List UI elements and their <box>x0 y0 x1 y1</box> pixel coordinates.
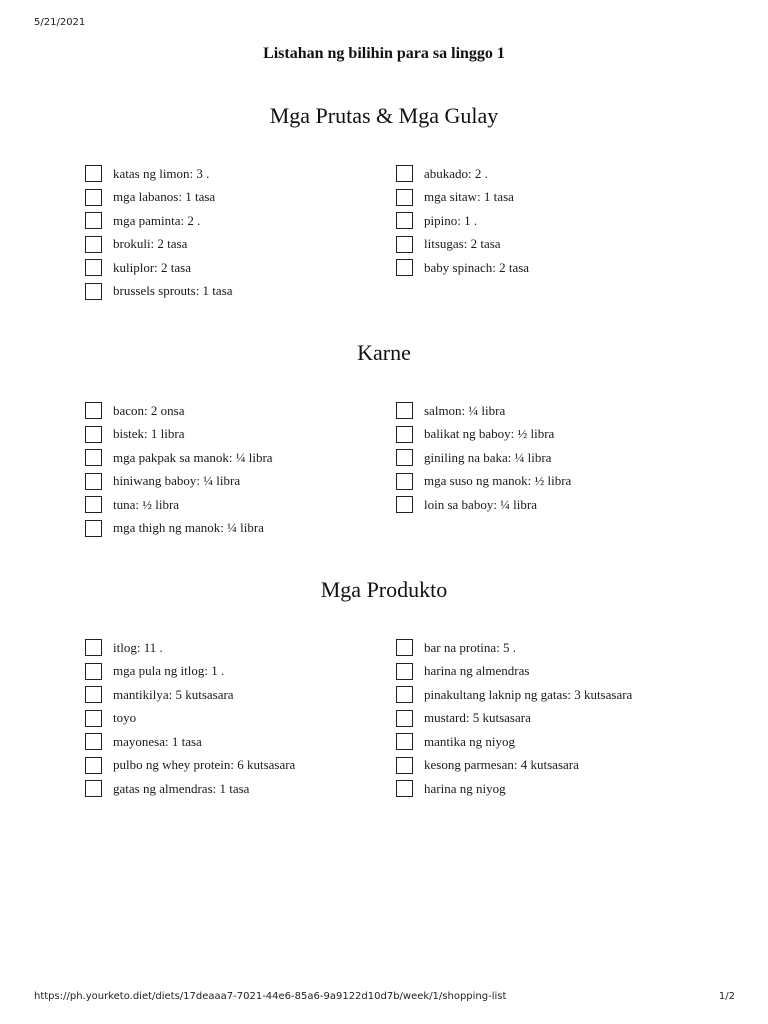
item-checkbox[interactable] <box>396 686 413 703</box>
left-column <box>85 636 295 801</box>
item-checkbox[interactable] <box>396 236 413 253</box>
item-checkbox[interactable] <box>396 259 413 276</box>
list-item <box>396 162 529 186</box>
section-products <box>0 576 768 796</box>
list-item <box>396 730 632 754</box>
list-item <box>396 754 632 778</box>
item-label: mga pula ng itlog: 1 . <box>113 663 225 679</box>
item-checkbox[interactable] <box>85 283 102 300</box>
item-checkbox[interactable] <box>85 165 102 182</box>
item-checkbox[interactable] <box>85 639 102 656</box>
item-label: pinakultang laknip ng gatas: 3 kutsasara <box>424 686 633 702</box>
item-label: gatas ng almendras: 1 tasa <box>113 780 250 796</box>
item-checkbox[interactable] <box>396 449 413 466</box>
item-checkbox[interactable] <box>396 473 413 490</box>
item-label: harina ng almendras <box>424 663 530 679</box>
right-column <box>396 162 529 280</box>
list-item <box>85 636 295 660</box>
item-label: balikat ng baboy: ½ libra <box>424 426 555 442</box>
item-checkbox[interactable] <box>85 520 102 537</box>
item-label: mantikilya: 5 kutsasara <box>113 686 234 702</box>
list-item <box>396 683 632 707</box>
list-item <box>85 493 273 517</box>
list-item <box>396 470 571 494</box>
item-label: hiniwang baboy: ¼ libra <box>113 473 241 489</box>
item-checkbox[interactable] <box>85 780 102 797</box>
list-item <box>396 186 529 210</box>
section-heading: Karne <box>357 340 411 365</box>
item-checkbox[interactable] <box>396 663 413 680</box>
item-label: mga sitaw: 1 tasa <box>424 189 514 205</box>
list-item <box>396 777 632 801</box>
section-heading: Mga Prutas & Mga Gulay <box>269 103 499 128</box>
page-title: Listahan ng bilihin para sa linggo 1 <box>263 45 505 62</box>
item-label: mga labanos: 1 tasa <box>113 189 216 205</box>
item-checkbox[interactable] <box>396 189 413 206</box>
item-columns <box>0 636 768 796</box>
list-item <box>85 233 233 257</box>
list-item <box>85 256 233 280</box>
item-label: mga paminta: 2 . <box>113 212 201 228</box>
item-checkbox[interactable] <box>396 165 413 182</box>
item-columns <box>0 399 768 549</box>
item-checkbox[interactable] <box>85 496 102 513</box>
item-label: salmon: ¼ libra <box>424 402 506 418</box>
list-item <box>85 517 273 541</box>
item-checkbox[interactable] <box>85 402 102 419</box>
item-checkbox[interactable] <box>85 426 102 443</box>
list-item <box>85 470 273 494</box>
item-checkbox[interactable] <box>396 780 413 797</box>
item-label: loin sa baboy: ¼ libra <box>424 496 538 512</box>
item-checkbox[interactable] <box>85 212 102 229</box>
list-item <box>85 660 295 684</box>
list-item <box>85 707 295 731</box>
list-item <box>396 636 632 660</box>
item-label: giniling na baka: ¼ libra <box>424 449 552 465</box>
item-label: baby spinach: 2 tasa <box>424 259 530 275</box>
item-label: brokuli: 2 tasa <box>113 236 188 252</box>
section-fruits-vegetables <box>0 102 768 312</box>
left-column <box>85 162 233 303</box>
list-item <box>85 209 233 233</box>
item-label: kesong parmesan: 4 kutsasara <box>424 757 579 773</box>
list-item <box>396 399 571 423</box>
page-number: 1/2 <box>718 991 735 1002</box>
list-item <box>396 233 529 257</box>
item-label: bacon: 2 onsa <box>113 402 185 418</box>
item-checkbox[interactable] <box>396 757 413 774</box>
list-item <box>85 777 295 801</box>
item-checkbox[interactable] <box>85 710 102 727</box>
item-label: pipino: 1 . <box>424 212 478 228</box>
item-label: pulbo ng whey protein: 6 kutsasara <box>113 757 296 773</box>
list-item <box>396 256 529 280</box>
item-label: mga thigh ng manok: ¼ libra <box>113 520 264 536</box>
list-item <box>396 446 571 470</box>
list-item <box>85 162 233 186</box>
item-label: bistek: 1 libra <box>113 426 185 442</box>
item-label: mga pakpak sa manok: ¼ libra <box>113 449 273 465</box>
print-date: 5/21/2021 <box>34 17 86 28</box>
item-label: mantika ng niyog <box>424 733 515 749</box>
item-checkbox[interactable] <box>85 757 102 774</box>
list-item <box>396 660 632 684</box>
item-label: mga suso ng manok: ½ libra <box>424 473 572 489</box>
item-label: kuliplor: 2 tasa <box>113 259 191 275</box>
item-checkbox[interactable] <box>85 686 102 703</box>
item-checkbox[interactable] <box>396 402 413 419</box>
list-item <box>85 754 295 778</box>
list-item <box>85 446 273 470</box>
item-checkbox[interactable] <box>396 426 413 443</box>
list-item <box>85 280 233 304</box>
item-checkbox[interactable] <box>85 259 102 276</box>
item-label: katas ng limon: 3 . <box>113 165 210 181</box>
item-label: mustard: 5 kutsasara <box>424 710 531 726</box>
section-heading: Mga Produkto <box>320 577 448 602</box>
item-checkbox[interactable] <box>396 212 413 229</box>
item-label: itlog: 11 . <box>113 639 163 655</box>
item-checkbox[interactable] <box>85 449 102 466</box>
item-label: toyo <box>113 710 137 726</box>
item-checkbox[interactable] <box>85 663 102 680</box>
list-item <box>396 423 571 447</box>
item-checkbox[interactable] <box>85 473 102 490</box>
item-label: litsugas: 2 tasa <box>424 236 501 252</box>
item-label: abukado: 2 . <box>424 165 488 181</box>
list-item <box>396 209 529 233</box>
item-checkbox[interactable] <box>85 236 102 253</box>
item-label: brussels sprouts: 1 tasa <box>113 283 233 299</box>
item-label: mayonesa: 1 tasa <box>113 733 202 749</box>
item-label: bar na protina: 5 . <box>424 639 517 655</box>
item-checkbox[interactable] <box>396 496 413 513</box>
list-item <box>85 423 273 447</box>
item-checkbox[interactable] <box>85 189 102 206</box>
list-item <box>85 399 273 423</box>
list-item <box>396 707 632 731</box>
item-checkbox[interactable] <box>396 710 413 727</box>
item-checkbox[interactable] <box>85 733 102 750</box>
left-column <box>85 399 273 540</box>
list-item <box>85 683 295 707</box>
right-column <box>396 399 571 517</box>
item-label: harina ng niyog <box>424 780 506 796</box>
list-item <box>396 493 571 517</box>
list-item <box>85 186 233 210</box>
print-url: https://ph.yourketo.diet/diets/17deaaa7-7021-44e6-85a6-9a9122d10d7b/week/1/shopping-list <box>34 991 507 1002</box>
item-label: tuna: ½ libra <box>113 496 180 512</box>
item-columns <box>0 162 768 312</box>
section-meat <box>0 339 768 549</box>
item-checkbox[interactable] <box>396 639 413 656</box>
item-checkbox[interactable] <box>396 733 413 750</box>
list-item <box>85 730 295 754</box>
right-column <box>396 636 632 801</box>
